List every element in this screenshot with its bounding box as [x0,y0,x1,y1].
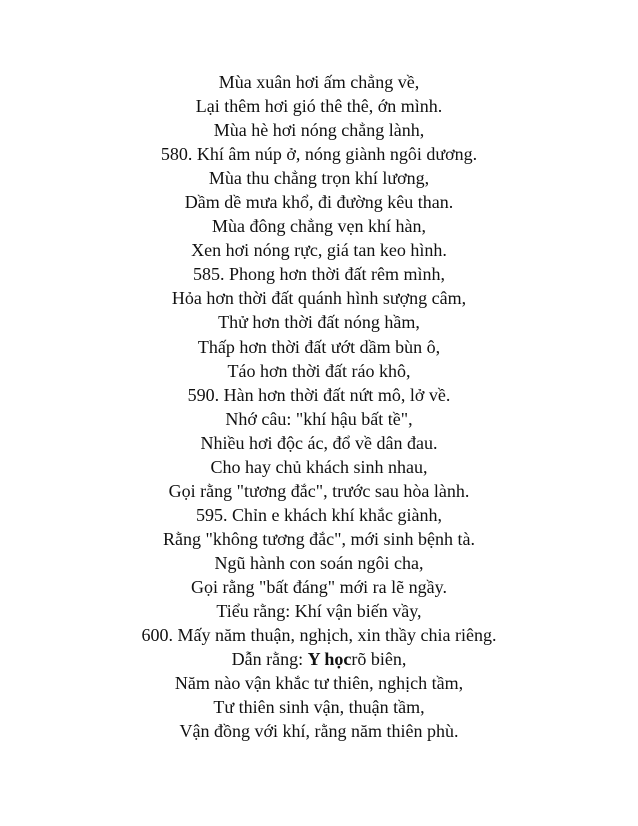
poem-line-18: Gọi rằng "tương đắc", trước sau hòa lành. [168,480,470,501]
poem-line-1: Mùa xuân hơi ấm chẳng về, [218,72,420,92]
poem-line-22: Gọi rằng "bất đáng" mới ra lẽ ngầy. [191,576,447,597]
poem-line-2: Lại thêm hơi gió thê thê, ớn mình. [195,96,443,117]
poem-line-12: Thấp hơn thời đất ướt dầm bùn ô, [197,336,441,357]
poem-line-5: Mùa thu chẳng trọn khí lương, [208,168,430,189]
poem-line-6: Dầm dề mưa khổ, đi đường kêu than. [184,192,454,213]
poem-line-23: Tiểu rằng: Khí vận biến vầy, [216,601,422,622]
poem-line-28: Vận đồng với khí, rằng năm thiên phù. [179,721,459,742]
poem-line-17: Cho hay chủ khách sinh nhau, [210,456,428,477]
poem-line-13: Táo hơn thời đất ráo khô, [227,360,411,381]
poem-line-9: 585. Phong hơn thời đất rêm mình, [192,264,446,285]
poem-line-25-suffix: rõ biên, [351,649,407,670]
poem-line-25-bold: Y học [307,649,352,670]
poem-line-11: Thử hơn thời đất nóng hầm, [218,312,420,333]
poem-line-24: 600. Mấy năm thuận, nghịch, xin thầy chia riêng. [141,625,497,646]
poem-line-10: Hỏa hơn thời đất quánh hình sượng câm, [171,288,467,309]
poem-line-7: Mùa đông chẳng vẹn khí hàn, [212,216,426,237]
poem-line-15: Nhớ câu: "khí hậu bất tề", [225,408,413,429]
poem-line-19: 595. Chỉn e khách khí khắc giành, [196,504,442,525]
poem-line-20: Rằng "không tương đắc", mới sinh bệnh tà. [163,528,475,549]
poem-line-25 [0,647,638,671]
poem-line-21: Ngũ hành con soán ngôi cha, [214,552,424,573]
poem-line-14: 590. Hàn hơn thời đất nứt mô, lở về. [187,384,451,405]
poem-line-27: Tư thiên sinh vận, thuận tầm, [213,697,425,718]
poem-line-4: 580. Khí âm núp ở, nóng giành ngôi dương. [160,144,478,165]
poem-line-3: Mùa hè hơi nóng chẳng lành, [213,120,425,141]
poem-text [0,70,638,743]
poem-line-16: Nhiều hơi độc ác, đổ về dân đau. [200,432,438,453]
poem-line-25-prefix: Dẫn rằng: [231,649,308,670]
poem-line-8: Xen hơi nóng rực, giá tan keo hình. [191,240,447,261]
poem-line-26: Năm nào vận khắc tư thiên, nghịch tầm, [174,673,464,694]
